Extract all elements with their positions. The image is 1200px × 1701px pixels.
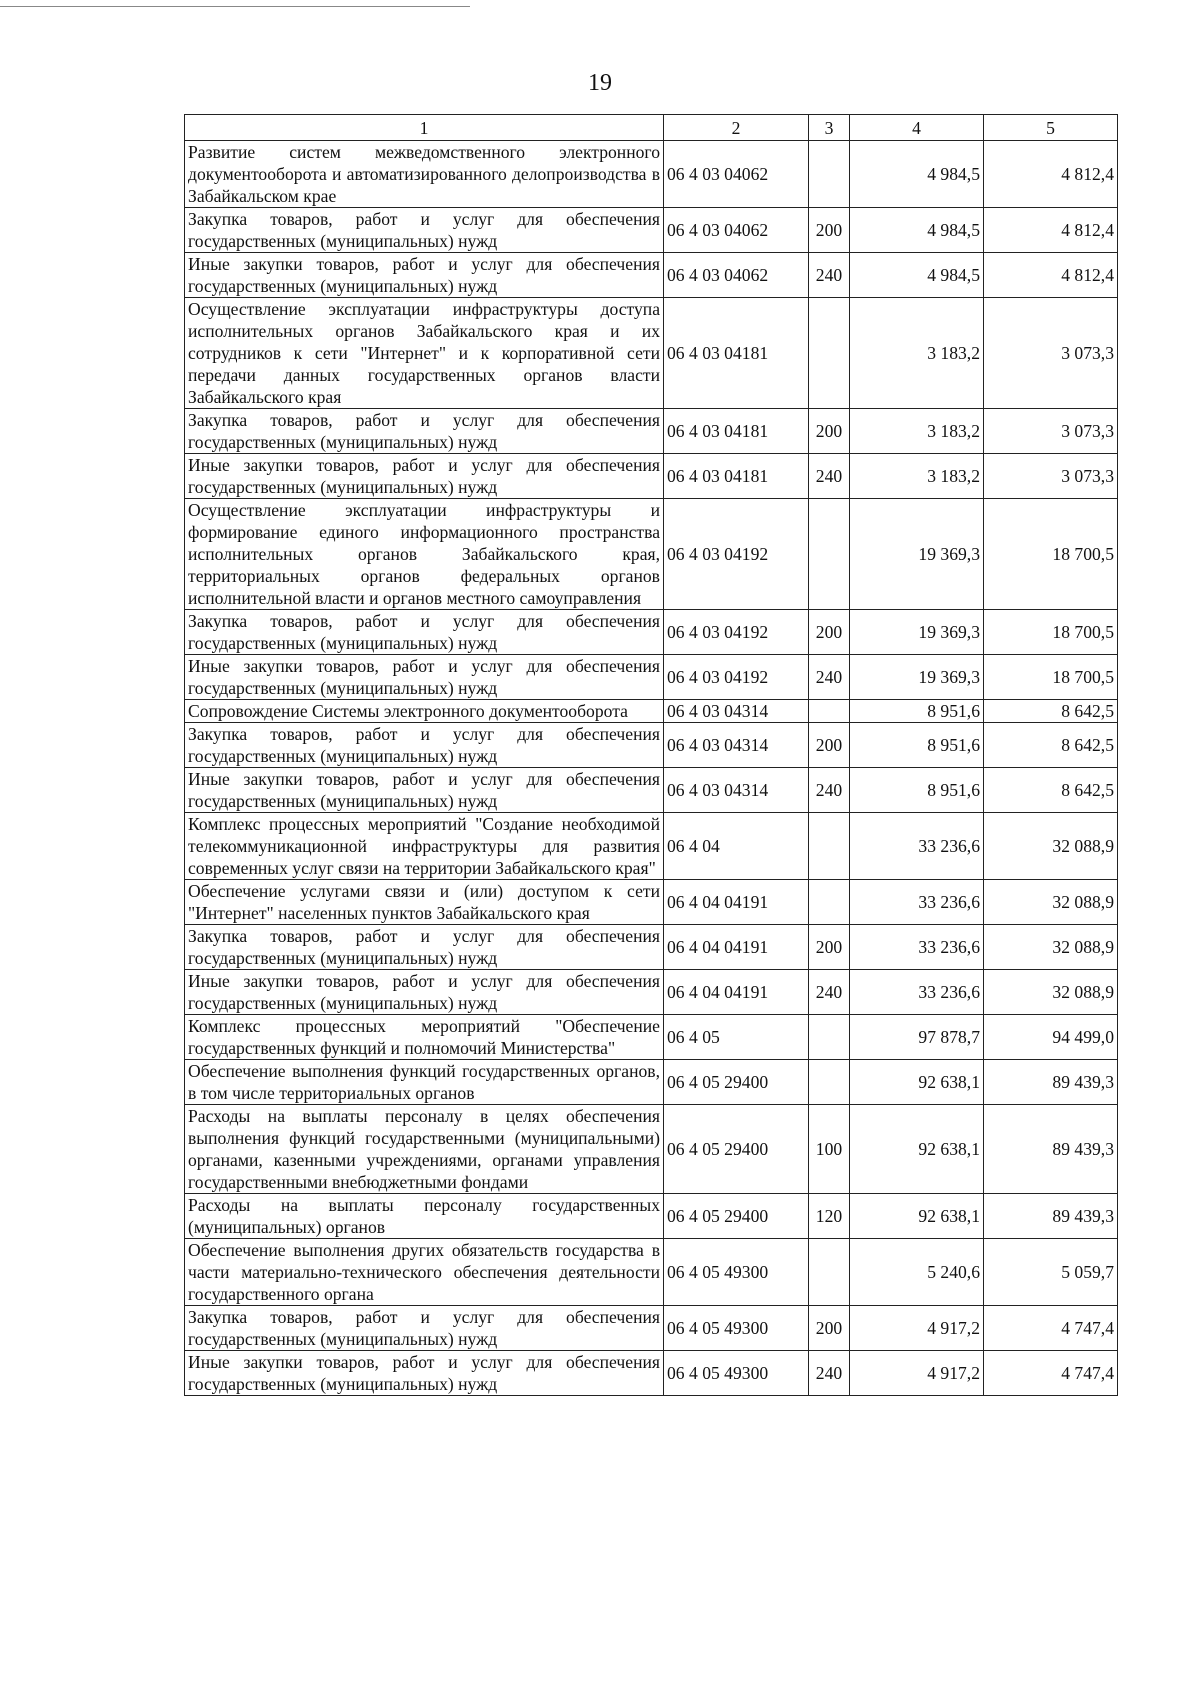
page-number: 19: [588, 70, 612, 96]
row-expense-type: [809, 141, 850, 208]
row-amount-col4: 19 369,3: [850, 499, 984, 610]
row-amount-col5: 18 700,5: [984, 610, 1118, 655]
row-amount-col4: 8 951,6: [850, 723, 984, 768]
table-row: [185, 813, 1118, 880]
row-name: Обеспечение услугами связи и (или) доступом к сети "Интернет" населенных пунктов Забайкальского края: [185, 880, 664, 925]
row-name: Развитие систем межведомственного электронного документооборота и автоматизированного делопроизводства в Забайкальском крае: [185, 141, 664, 208]
row-name: Иные закупки товаров, работ и услуг для обеспечения государственных (муниципальных) нужд: [185, 454, 664, 499]
row-amount-col4: 33 236,6: [850, 813, 984, 880]
row-code: 06 4 03 04062: [664, 208, 809, 253]
row-code: 06 4 03 04314: [664, 723, 809, 768]
header-row: [185, 115, 1118, 141]
table-row: [185, 723, 1118, 768]
table-row: [185, 880, 1118, 925]
table-body: [185, 141, 1118, 1396]
row-name: Иные закупки товаров, работ и услуг для обеспечения государственных (муниципальных) нужд: [185, 253, 664, 298]
table-row: [185, 409, 1118, 454]
row-amount-col5: 5 059,7: [984, 1239, 1118, 1306]
row-name: Комплекс процессных мероприятий "Создание необходимой телекоммуникационной инфраструктуры для развития современных услуг связи на территории Забайкальского края": [185, 813, 664, 880]
table-row: [185, 970, 1118, 1015]
row-amount-col5: 32 088,9: [984, 925, 1118, 970]
row-name: Иные закупки товаров, работ и услуг для обеспечения государственных (муниципальных) нужд: [185, 970, 664, 1015]
table-row: [185, 925, 1118, 970]
row-expense-type: 240: [809, 253, 850, 298]
row-name: Комплекс процессных мероприятий "Обеспечение государственных функций и полномочий Министерства": [185, 1015, 664, 1060]
row-expense-type: 240: [809, 768, 850, 813]
table-row: [185, 1239, 1118, 1306]
row-name: Расходы на выплаты персоналу в целях обеспечения выполнения функций государственными (муниципальными) органами, казенными учреждениями, органами управления государственными внебюджетными фондами: [185, 1105, 664, 1194]
row-amount-col4: 3 183,2: [850, 454, 984, 499]
row-amount-col5: 94 499,0: [984, 1015, 1118, 1060]
row-amount-col5: 4 747,4: [984, 1306, 1118, 1351]
row-amount-col5: 4 812,4: [984, 253, 1118, 298]
row-code: 06 4 05: [664, 1015, 809, 1060]
row-code: 06 4 03 04062: [664, 253, 809, 298]
row-expense-type: [809, 880, 850, 925]
row-code: 06 4 03 04192: [664, 655, 809, 700]
table-row: [185, 298, 1118, 409]
row-code: 06 4 03 04192: [664, 610, 809, 655]
row-amount-col4: 4 984,5: [850, 208, 984, 253]
row-name: Расходы на выплаты персоналу государственных (муниципальных) органов: [185, 1194, 664, 1239]
row-amount-col5: 18 700,5: [984, 499, 1118, 610]
row-code: 06 4 03 04192: [664, 499, 809, 610]
row-code: 06 4 03 04314: [664, 700, 809, 723]
row-name: Сопровождение Системы электронного документооборота: [185, 700, 664, 723]
row-expense-type: 240: [809, 970, 850, 1015]
row-amount-col4: 4 917,2: [850, 1306, 984, 1351]
table-row: [185, 1306, 1118, 1351]
row-amount-col5: 89 439,3: [984, 1060, 1118, 1105]
row-expense-type: 200: [809, 610, 850, 655]
row-expense-type: 200: [809, 723, 850, 768]
row-expense-type: 200: [809, 409, 850, 454]
table-row: [185, 1060, 1118, 1105]
row-code: 06 4 05 29400: [664, 1105, 809, 1194]
row-code: 06 4 04: [664, 813, 809, 880]
row-code: 06 4 04 04191: [664, 880, 809, 925]
row-expense-type: 200: [809, 925, 850, 970]
row-name: Обеспечение выполнения функций государственных органов, в том числе территориальных органов: [185, 1060, 664, 1105]
row-amount-col5: 32 088,9: [984, 880, 1118, 925]
row-code: 06 4 04 04191: [664, 970, 809, 1015]
row-name: Иные закупки товаров, работ и услуг для обеспечения государственных (муниципальных) нужд: [185, 1351, 664, 1396]
row-amount-col4: 3 183,2: [850, 298, 984, 409]
row-code: 06 4 03 04314: [664, 768, 809, 813]
row-amount-col5: 89 439,3: [984, 1194, 1118, 1239]
row-amount-col5: 8 642,5: [984, 768, 1118, 813]
row-name: Иные закупки товаров, работ и услуг для обеспечения государственных (муниципальных) нужд: [185, 655, 664, 700]
row-expense-type: [809, 1015, 850, 1060]
table-row: [185, 610, 1118, 655]
header-col-4: 4: [850, 115, 984, 141]
row-name: Закупка товаров, работ и услуг для обеспечения государственных (муниципальных) нужд: [185, 1306, 664, 1351]
header-col-2: 2: [664, 115, 809, 141]
row-amount-col4: 8 951,6: [850, 700, 984, 723]
row-code: 06 4 03 04181: [664, 298, 809, 409]
table-row: [185, 1194, 1118, 1239]
row-name: Иные закупки товаров, работ и услуг для обеспечения государственных (муниципальных) нужд: [185, 768, 664, 813]
row-expense-type: [809, 700, 850, 723]
row-amount-col4: 4 984,5: [850, 253, 984, 298]
row-name: Закупка товаров, работ и услуг для обеспечения государственных (муниципальных) нужд: [185, 610, 664, 655]
row-name: Обеспечение выполнения других обязательств государства в части материально-технического обеспечения деятельности государственного органа: [185, 1239, 664, 1306]
table-row: [185, 454, 1118, 499]
row-expense-type: 240: [809, 655, 850, 700]
row-name: Закупка товаров, работ и услуг для обеспечения государственных (муниципальных) нужд: [185, 925, 664, 970]
row-code: 06 4 05 49300: [664, 1351, 809, 1396]
row-amount-col5: 89 439,3: [984, 1105, 1118, 1194]
row-expense-type: 120: [809, 1194, 850, 1239]
row-amount-col5: 3 073,3: [984, 409, 1118, 454]
row-amount-col5: 18 700,5: [984, 655, 1118, 700]
row-name: Закупка товаров, работ и услуг для обеспечения государственных (муниципальных) нужд: [185, 723, 664, 768]
row-name: Осуществление эксплуатации инфраструктуры и формирование единого информационного пространства исполнительных органов Забайкальского края, территориальных органов федеральных органов исполнительной власти и органов местного самоуправления: [185, 499, 664, 610]
row-code: 06 4 05 29400: [664, 1060, 809, 1105]
row-expense-type: [809, 1239, 850, 1306]
table-row: [185, 768, 1118, 813]
row-amount-col4: 33 236,6: [850, 925, 984, 970]
row-amount-col5: 4 812,4: [984, 208, 1118, 253]
table-row: [185, 655, 1118, 700]
row-amount-col4: 97 878,7: [850, 1015, 984, 1060]
row-amount-col5: 32 088,9: [984, 813, 1118, 880]
row-amount-col4: 92 638,1: [850, 1105, 984, 1194]
row-expense-type: [809, 813, 850, 880]
row-code: 06 4 05 49300: [664, 1239, 809, 1306]
row-expense-type: 100: [809, 1105, 850, 1194]
row-amount-col4: 92 638,1: [850, 1194, 984, 1239]
row-name: Осуществление эксплуатации инфраструктуры доступа исполнительных органов Забайкальского края и их сотрудников к сети "Интернет" и к корпоративной сети передачи данных государственных органов власти Забайкальского края: [185, 298, 664, 409]
row-amount-col4: 8 951,6: [850, 768, 984, 813]
row-expense-type: [809, 1060, 850, 1105]
scan-edge-line: [0, 6, 470, 7]
row-expense-type: [809, 499, 850, 610]
row-amount-col4: 3 183,2: [850, 409, 984, 454]
row-expense-type: 200: [809, 208, 850, 253]
row-amount-col5: 3 073,3: [984, 454, 1118, 499]
row-expense-type: [809, 298, 850, 409]
table-row: [185, 253, 1118, 298]
row-amount-col4: 19 369,3: [850, 610, 984, 655]
header-col-3: 3: [809, 115, 850, 141]
row-code: 06 4 05 29400: [664, 1194, 809, 1239]
row-amount-col4: 92 638,1: [850, 1060, 984, 1105]
row-amount-col5: 32 088,9: [984, 970, 1118, 1015]
row-amount-col5: 8 642,5: [984, 723, 1118, 768]
row-name: Закупка товаров, работ и услуг для обеспечения государственных (муниципальных) нужд: [185, 208, 664, 253]
row-amount-col4: 33 236,6: [850, 880, 984, 925]
row-amount-col4: 19 369,3: [850, 655, 984, 700]
table-row: [185, 1351, 1118, 1396]
row-expense-type: 200: [809, 1306, 850, 1351]
table-row: [185, 700, 1118, 723]
row-code: 06 4 03 04062: [664, 141, 809, 208]
table-row: [185, 141, 1118, 208]
row-expense-type: 240: [809, 1351, 850, 1396]
row-expense-type: 240: [809, 454, 850, 499]
row-amount-col5: 8 642,5: [984, 700, 1118, 723]
row-code: 06 4 03 04181: [664, 409, 809, 454]
row-amount-col5: 4 812,4: [984, 141, 1118, 208]
row-amount-col4: 4 917,2: [850, 1351, 984, 1396]
row-code: 06 4 03 04181: [664, 454, 809, 499]
table-row: [185, 1015, 1118, 1060]
row-amount-col5: 3 073,3: [984, 298, 1118, 409]
row-code: 06 4 05 49300: [664, 1306, 809, 1351]
table-row: [185, 499, 1118, 610]
row-code: 06 4 04 04191: [664, 925, 809, 970]
header-col-1: 1: [185, 115, 664, 141]
row-name: Закупка товаров, работ и услуг для обеспечения государственных (муниципальных) нужд: [185, 409, 664, 454]
row-amount-col4: 33 236,6: [850, 970, 984, 1015]
row-amount-col4: 4 984,5: [850, 141, 984, 208]
header-col-5: 5: [984, 115, 1118, 141]
row-amount-col4: 5 240,6: [850, 1239, 984, 1306]
row-amount-col5: 4 747,4: [984, 1351, 1118, 1396]
table-row: [185, 208, 1118, 253]
table-row: [185, 1105, 1118, 1194]
budget-table: [184, 114, 1118, 1396]
